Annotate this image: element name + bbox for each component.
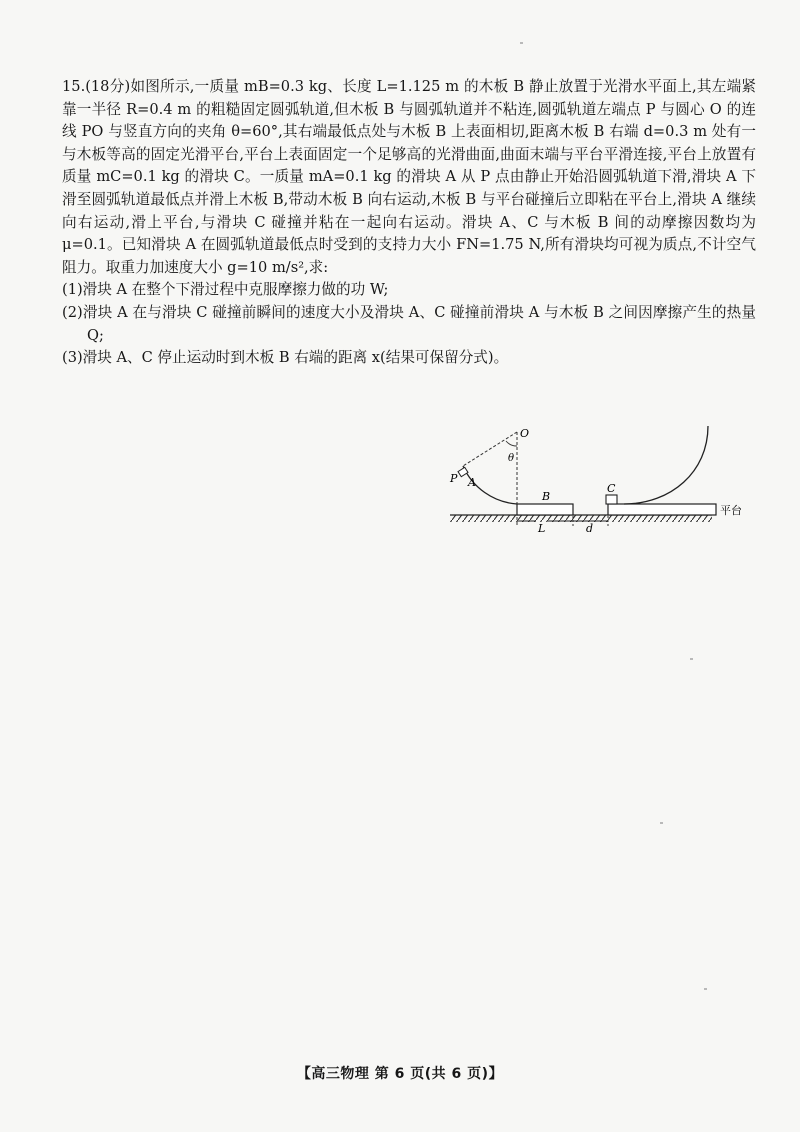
label-l: L [538, 522, 546, 535]
label-c: C [607, 482, 616, 495]
curved-surface [624, 426, 708, 504]
platform [608, 504, 716, 515]
scan-speck [690, 658, 693, 660]
label-o: O [520, 427, 530, 440]
question-2: (2)滑块 A 在与滑块 C 碰撞前瞬间的速度大小及滑块 A、C 碰撞前滑块 A 与木板 B 之间因摩擦产生的热量 Q; [62, 303, 756, 344]
board-b [517, 504, 573, 515]
label-d: d [586, 522, 594, 535]
slider-a [458, 467, 468, 476]
problem-15 [62, 76, 756, 370]
label-a: A [468, 476, 476, 489]
label-theta: θ [508, 453, 515, 464]
slider-c [606, 495, 617, 504]
label-p: P [450, 472, 458, 485]
page-footer: 【高三物理 第 6 页(共 6 页)】 [296, 1066, 504, 1082]
scan-speck [660, 822, 663, 824]
theta-arc [506, 441, 517, 446]
physics-diagram [446, 424, 766, 546]
problem-stem: 15.(18分)如图所示,一质量 mB=0.3 kg、长度 L=1.125 m 的木板 B 静止放置于光滑水平面上,其左端紧靠一半径 R=0.4 m 的粗糙固定圆弧轨道,但木板 B 与圆弧轨道并不粘连,圆弧轨道左端点 P 与圆心 O 的连线 PO 与竖直方向的夹角 θ=60°,其右端最低点处与木板 B 上表面相切,距离木板 B 右端 d=0.3 m 处有一与木板等高的固定光滑平台,平台上表面固定一个足够高的光滑曲面,曲面末端与平台平滑连接,平台上放置有质量 mC=0.1 kg 的滑块 C。一质量 mA=0.1 kg 的滑块 A 从 P 点由静止开始沿圆弧轨道下滑,滑块 A 下滑至圆弧轨道最低点并滑上木板 B,带动木板 B 向右运动,木板 B 与平台碰撞后立即粘在平台上,滑块 A 继续向右运动,滑上平台,与滑块 C 碰撞并粘在一起向右运动。滑块 A、C 与木板 B 间的动摩擦因数均为 μ=0.1。已知滑块 A 在圆弧轨道最低点时受到的支持力大小 FN=1.75 N,所有滑块均可视为质点,不计空气阻力。取重力加速度大小 g=10 m/s²,求: [62, 78, 756, 276]
question-3: (3)滑块 A、C 停止运动时到木板 B 右端的距离 x(结果可保留分式)。 [62, 349, 509, 367]
scan-speck [704, 988, 707, 990]
scan-speck [520, 42, 523, 44]
label-platform: 平台 [720, 504, 742, 517]
label-b: B [542, 490, 551, 503]
question-1: (1)滑块 A 在整个下滑过程中克服摩擦力做的功 W; [62, 281, 389, 299]
